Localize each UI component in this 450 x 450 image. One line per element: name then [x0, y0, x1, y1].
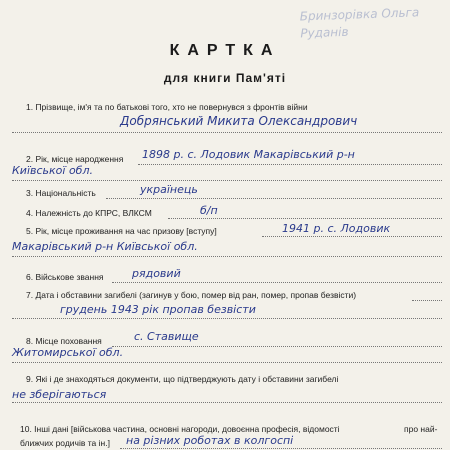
field-9-line: [12, 402, 442, 403]
field-4-label: 4. Належність до КПРС, ВЛКСМ: [26, 208, 152, 218]
field-1-value: Добрянський Микита Олександрович: [120, 114, 358, 128]
field-4-value: б/п: [200, 204, 218, 217]
handwritten-note: Бринзорівка Ольга Руданів: [299, 5, 420, 41]
field-1-label: 1. Прізвище, ім'я та по батькові того, хто не повернувся з фронтів війни: [26, 102, 308, 112]
field-6-label: 6. Військове звання: [26, 272, 104, 282]
field-7-label: 7. Дата і обставини загибелі (загинув у бою, помер від ран, помер, пропав безвісти): [26, 290, 357, 300]
field-10-label-cont: ближчих родичів та ін.]: [20, 438, 110, 448]
card-title: КАРТКА: [169, 42, 281, 59]
field-3-value: українець: [140, 183, 198, 196]
field-8-label: 8. Місце поховання: [26, 336, 102, 346]
field-2-line-2: [12, 180, 442, 181]
field-2-line: [138, 164, 442, 165]
field-5-line: [262, 236, 442, 237]
field-7-value: грудень 1943 рік пропав безвісти: [60, 303, 256, 316]
field-8-line-2: [12, 362, 442, 363]
field-3-label: 3. Національність: [26, 188, 96, 198]
field-10-label-right: про най-: [404, 424, 438, 434]
field-2-label: 2. Рік, місце народження: [26, 154, 124, 164]
field-2-value-cont: Київської обл.: [12, 164, 93, 177]
field-9-value: не зберігаються: [12, 388, 107, 401]
field-6-line: [112, 282, 442, 283]
field-8-value: с. Ставище: [134, 330, 199, 343]
field-9-label: 9. Які і де знаходяться документи, що підтверджують дату і обставини загибелі: [26, 374, 339, 384]
field-10-line: [120, 448, 442, 449]
field-8-line: [112, 346, 442, 347]
card-subtitle: для книги Пам'яті: [163, 71, 287, 85]
field-5-value: 1941 р. с. Лодовик: [282, 222, 391, 235]
field-8-value-cont: Житомирської обл.: [12, 346, 124, 359]
field-5-line-2: [12, 256, 442, 257]
field-7-line: [412, 300, 442, 301]
field-2-value: 1898 р. с. Лодовик Макарівський р-н: [142, 148, 355, 161]
field-1-line: [12, 132, 442, 133]
field-10-label: 10. Інші дані [військова частина, основні нагороди, довоєнна професія, відомості: [20, 424, 340, 434]
field-5-value-cont: Макарівський р-н Київської обл.: [12, 240, 198, 253]
field-3-line: [106, 198, 442, 199]
field-7-line-2: [12, 318, 442, 319]
field-5-label: 5. Рік, місце проживання на час призову [вступу]: [26, 226, 217, 236]
field-4-line: [168, 218, 442, 219]
field-6-value: рядовий: [132, 267, 181, 280]
field-10-value: на різних роботах в колгоспі: [126, 434, 294, 447]
